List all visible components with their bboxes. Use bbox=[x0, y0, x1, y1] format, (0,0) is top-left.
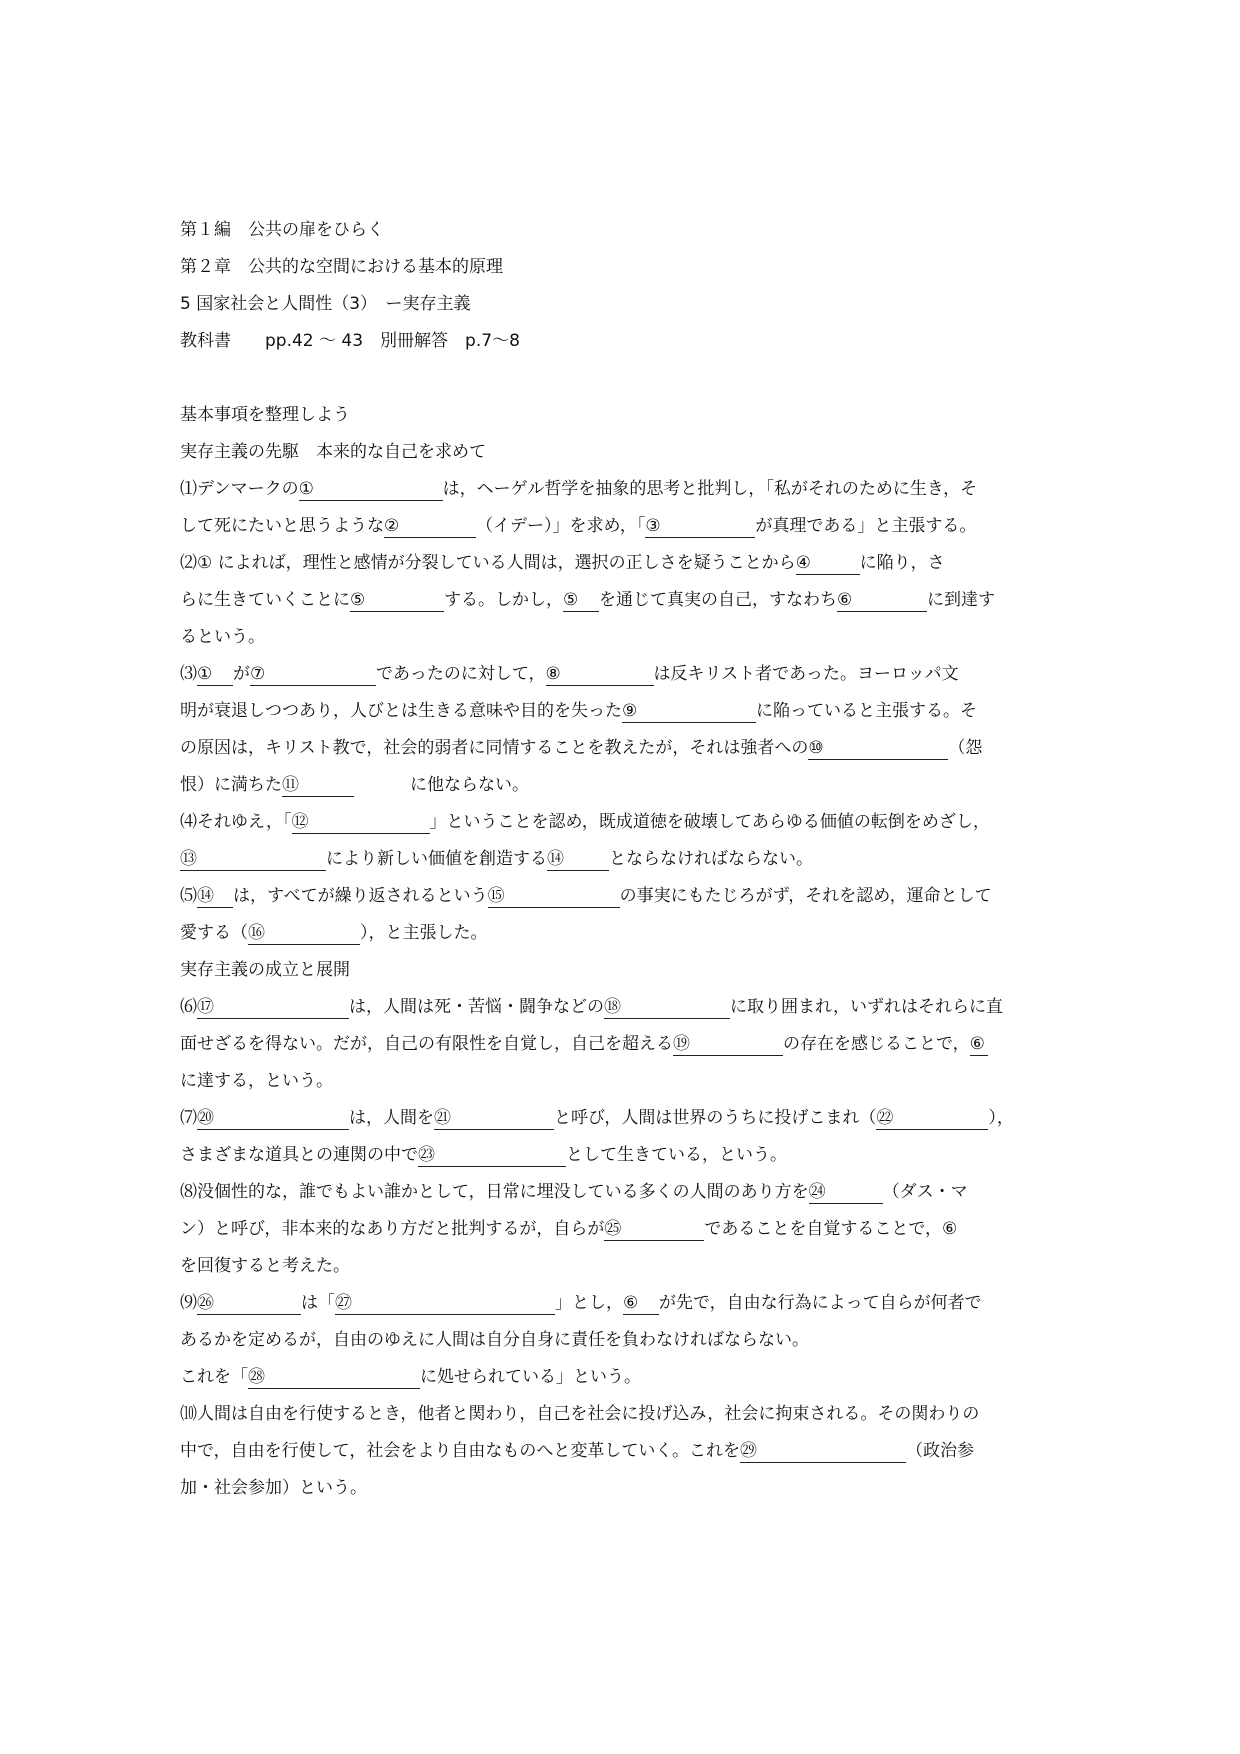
blank-7[interactable]: ⑦ bbox=[250, 663, 376, 686]
item-8-line-2 bbox=[180, 1211, 1068, 1248]
item-6-line-2 bbox=[180, 1026, 1068, 1063]
blank-19[interactable]: ⑲ bbox=[673, 1033, 783, 1056]
text: ⑸ bbox=[180, 886, 197, 906]
blank-6[interactable]: ⑥ bbox=[837, 589, 927, 612]
text: ⑻没個性的な，誰でもよい誰かとして，日常に埋没している多くの人間のあり方を bbox=[180, 1182, 809, 1202]
text: 中で，自由を行使して，社会をより自由なものへと変革していく。これを bbox=[180, 1441, 740, 1461]
text: を通じて真実の自己，すなわち bbox=[599, 590, 837, 610]
section-title: 5 国家社会と人間性（3） ー実存主義 bbox=[180, 294, 471, 314]
item-3-line-3 bbox=[180, 730, 1068, 767]
subsection-heading-2: 実存主義の成立と展開 bbox=[180, 960, 350, 980]
text: ⑵① によれば，理性と感情が分裂している人間は，選択の正しさを疑うことから bbox=[180, 553, 796, 573]
text: は「 bbox=[301, 1293, 335, 1313]
text: であることを自覚することで，⑥ bbox=[704, 1219, 958, 1239]
text: （ダス・マ bbox=[882, 1182, 968, 1202]
item-3-line-2 bbox=[180, 693, 1068, 730]
text: は，ヘーゲル哲学を抽象的思考と批判し，「私がそれのために生き，そ bbox=[442, 479, 978, 499]
item-2-line-3: るという。 bbox=[180, 627, 265, 647]
item-7-line-1 bbox=[180, 1100, 1068, 1137]
blank-1-ref[interactable]: ① bbox=[197, 663, 233, 686]
text: に陥り，さ bbox=[859, 553, 945, 573]
text: 恨）に満ちた bbox=[180, 775, 282, 795]
blank-9[interactable]: ⑨ bbox=[622, 700, 756, 723]
text: の事実にもたじろがず，それを認め，運命として bbox=[619, 886, 992, 906]
item-5-line-2 bbox=[180, 915, 1068, 952]
item-2-line-1 bbox=[180, 545, 1068, 582]
text: に処せられている」という。 bbox=[420, 1367, 641, 1387]
blank-11[interactable]: ⑪ bbox=[282, 774, 354, 797]
text: 面せざるを得ない。だが，自己の有限性を自覚し，自己を超える bbox=[180, 1034, 673, 1054]
blank-16[interactable]: ⑯ bbox=[248, 922, 360, 945]
blank-24[interactable]: ㉔ bbox=[809, 1181, 883, 1204]
text: に陥っていると主張する。そ bbox=[756, 701, 977, 721]
item-9-line-1 bbox=[180, 1285, 1068, 1322]
text: ⑶ bbox=[180, 664, 197, 684]
blank-12[interactable]: ⑫ bbox=[292, 811, 430, 834]
text: は，すべてが繰り返されるという bbox=[233, 886, 488, 906]
text: ）， bbox=[988, 1108, 1014, 1128]
text: （怨 bbox=[948, 738, 983, 758]
text: 」とし， bbox=[555, 1293, 623, 1313]
text: の存在を感じることで， bbox=[783, 1034, 970, 1054]
text: が先で，自由な行為によって自らが何者で bbox=[659, 1293, 982, 1313]
blank-17[interactable]: ⑰ bbox=[197, 996, 349, 1019]
blank-20[interactable]: ⑳ bbox=[197, 1107, 349, 1130]
text: の原因は，キリスト教で，社会的弱者に同情することを教えたが，それは強者への bbox=[180, 738, 809, 758]
text: は反キリスト者であった。ヨーロッパ文 bbox=[653, 664, 959, 684]
blank-5-ref[interactable]: ⑤ bbox=[563, 589, 599, 612]
text: 」ということを認め，既成道徳を破壊してあらゆる価値の転倒をめざし， bbox=[429, 812, 990, 832]
worksheet-body bbox=[180, 397, 1068, 1507]
item-10-line-3: 加・社会参加）という。 bbox=[180, 1478, 367, 1498]
text: に到達す bbox=[927, 590, 995, 610]
text: する。しかし， bbox=[444, 590, 563, 610]
blank-27[interactable]: ㉗ bbox=[335, 1292, 555, 1315]
text: ），と主張した。 bbox=[360, 923, 488, 943]
blank-14[interactable]: ⑭ bbox=[547, 848, 609, 871]
part-title: 第１編 公共の扉をひらく bbox=[180, 220, 384, 240]
text: は，人間は死・苦悩・闘争などの bbox=[349, 997, 604, 1017]
text: 明が衰退しつつあり，人びとは生きる意味や目的を失った bbox=[180, 701, 622, 721]
text: により新しい価値を創造する bbox=[326, 849, 547, 869]
blank-18[interactable]: ⑱ bbox=[604, 996, 730, 1019]
item-3-line-4 bbox=[180, 767, 1068, 804]
blank-23[interactable]: ㉓ bbox=[418, 1144, 566, 1167]
item-1-line-2 bbox=[180, 508, 1068, 545]
text: が真理である」と主張する。 bbox=[755, 516, 977, 536]
text: ⑷それゆえ，「 bbox=[180, 812, 292, 832]
blank-26[interactable]: ㉖ bbox=[197, 1292, 301, 1315]
text: として生きている，という。 bbox=[566, 1145, 787, 1165]
blank-10[interactable]: ⑩ bbox=[808, 737, 948, 760]
text: とならなければならない。 bbox=[609, 849, 813, 869]
text: に他ならない。 bbox=[410, 775, 529, 795]
blank-29[interactable]: ㉙ bbox=[740, 1440, 906, 1463]
blank-4[interactable]: ④ bbox=[796, 552, 860, 575]
item-6-line-3: に達する，という。 bbox=[180, 1071, 333, 1091]
item-4-line-1 bbox=[180, 804, 1068, 841]
chapter-title: 第２章 公共的な空間における基本的原理 bbox=[180, 257, 503, 277]
subsection-heading-1: 実存主義の先駆 本来的な自己を求めて bbox=[180, 442, 486, 462]
item-7-line-2 bbox=[180, 1137, 1068, 1174]
exercise-heading: 基本事項を整理しよう bbox=[180, 405, 350, 425]
text: 愛する（ bbox=[180, 923, 248, 943]
text: して死にたいと思うような bbox=[180, 516, 384, 536]
worksheet-header bbox=[180, 212, 1080, 360]
item-10-line-1: ⑽人間は自由を行使するとき，他者と関わり，自己を社会に投げ込み，社会に拘束される。その関わりの bbox=[180, 1404, 980, 1424]
item-2-line-2 bbox=[180, 582, 1068, 619]
blank-5[interactable]: ⑤ bbox=[350, 589, 444, 612]
item-9-line-3 bbox=[180, 1359, 1068, 1396]
blank-28[interactable]: ㉘ bbox=[248, 1366, 420, 1389]
text: ⑺ bbox=[180, 1108, 197, 1128]
item-8-line-3: を回復すると考えた。 bbox=[180, 1256, 350, 1276]
item-4-line-2 bbox=[180, 841, 1068, 878]
text: らに生きていくことに bbox=[180, 590, 350, 610]
blank-14-ref[interactable]: ⑭ bbox=[197, 885, 233, 908]
blank-21[interactable]: ㉑ bbox=[434, 1107, 554, 1130]
text: に取り囲まれ，いずれはそれらに直 bbox=[730, 997, 1004, 1017]
text: これを「 bbox=[180, 1367, 248, 1387]
blank-13[interactable]: ⑬ bbox=[180, 848, 326, 871]
blank-8[interactable]: ⑧ bbox=[546, 663, 654, 686]
text: ン）と呼び，非本来的なあり方だと批判するが，自らが bbox=[180, 1219, 605, 1239]
blank-22[interactable]: ㉒ bbox=[876, 1107, 988, 1130]
textbook-reference: 教科書 pp.42 ～ 43 別冊解答 p.7～8 bbox=[180, 331, 520, 351]
blank-25[interactable]: ㉕ bbox=[604, 1218, 704, 1241]
blank-6-ref-2[interactable]: ⑥ bbox=[623, 1292, 659, 1315]
text: ⑴デンマークの bbox=[180, 479, 299, 499]
blank-3[interactable]: ③ bbox=[645, 515, 755, 538]
item-1-line-1 bbox=[180, 471, 1068, 508]
blank-2[interactable]: ② bbox=[384, 515, 476, 538]
item-6-line-1 bbox=[180, 989, 1068, 1026]
item-5-line-1 bbox=[180, 878, 1068, 915]
item-3-line-1 bbox=[180, 656, 1068, 693]
blank-6-ref[interactable]: ⑥ bbox=[970, 1033, 988, 1056]
text: さまざまな道具との連関の中で bbox=[180, 1145, 418, 1165]
blank-15[interactable]: ⑮ bbox=[488, 885, 620, 908]
blank-1[interactable]: ① bbox=[299, 478, 443, 501]
item-8-line-1 bbox=[180, 1174, 1068, 1211]
text: と呼び，人間は世界のうちに投げこまれ（ bbox=[554, 1108, 877, 1128]
text: が bbox=[233, 664, 250, 684]
text: であったのに対して， bbox=[376, 664, 546, 684]
item-9-line-2: あるかを定めるが，自由のゆえに人間は自分自身に責任を負わなければならない。 bbox=[180, 1330, 809, 1350]
text: （政治参 bbox=[905, 1441, 974, 1461]
text: ⑼ bbox=[180, 1293, 197, 1313]
text: （イデー）」を求め，「 bbox=[476, 516, 646, 536]
item-10-line-2 bbox=[180, 1433, 1068, 1470]
text: ⑹ bbox=[180, 997, 197, 1017]
text: は，人間を bbox=[349, 1108, 434, 1128]
